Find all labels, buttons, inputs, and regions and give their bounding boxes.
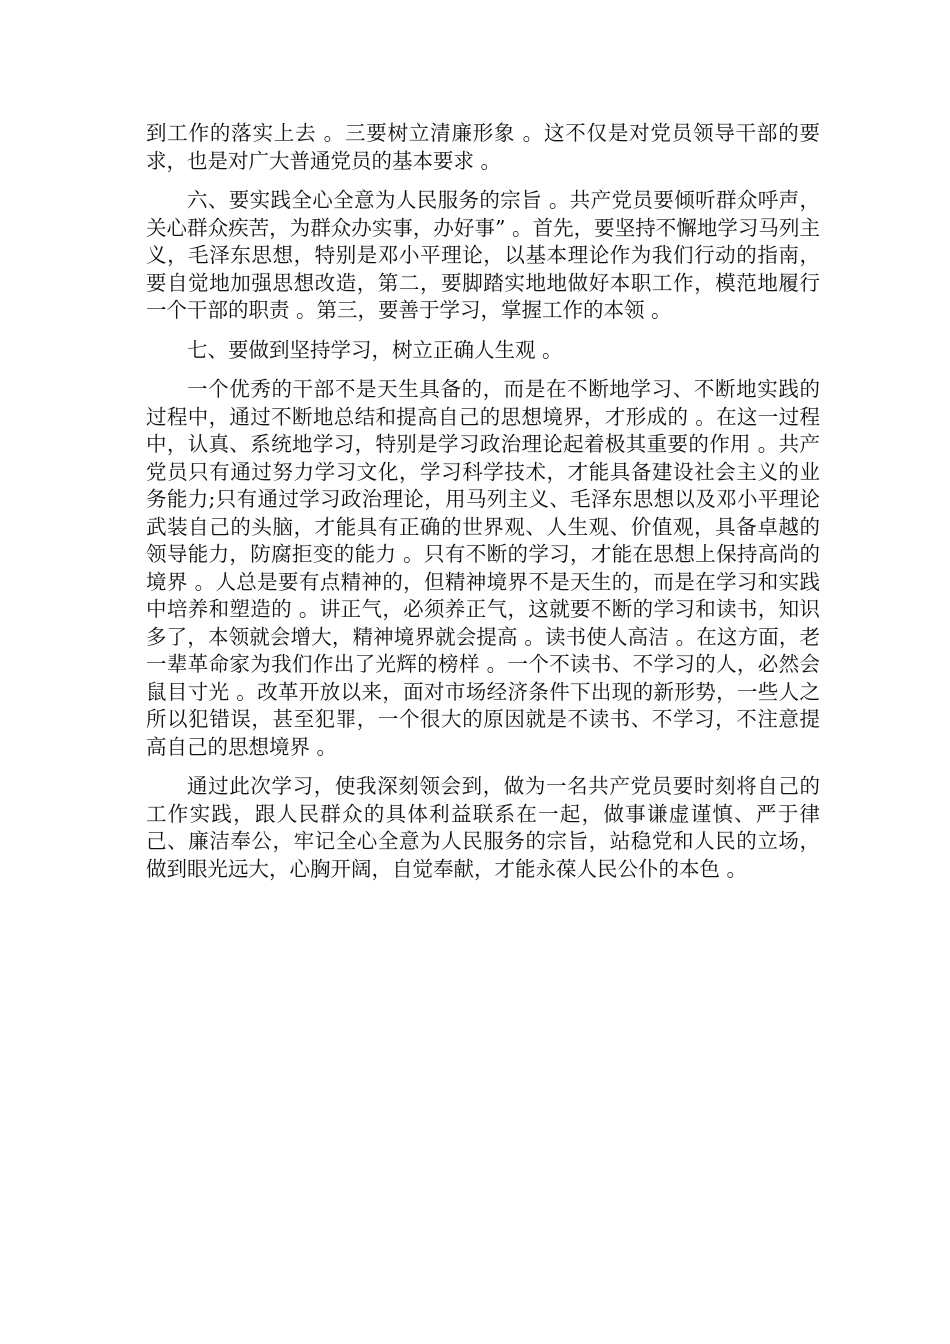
document-body [146, 120, 820, 895]
paragraph-section-seven-heading: 七、要做到坚持学习，树立正确人生观 。 [187, 337, 563, 362]
paragraph-continued: 到工作的落实上去 。三要树立清廉形象 。这不仅是对党员领导干部的要求，也是对广大普通党员的基本要求 。 [146, 121, 820, 173]
paragraph-learning-importance: 一个优秀的干部不是天生具备的，而是在不断地学习、不断地实践的过程中，通过不断地总结和提高自己的思想境界，才形成的 。在这一过程中，认真、系统地学习，特别是学习政治理论起着极其重要的作用 。共产党员只有通过努力学习文化，学习科学技术，才能具备建设社会主义的业务能力;只有通过学习政治理论，用马列主义、毛泽东思想以及邓小平理论武装自己的头脑，才能具有正确的世界观、人生观、价值观，具备卓越的领导能力，防腐拒变的能力 。只有不断的学习，才能在思想上保持高尚的境界 。人总是要有点精神的，但精神境界不是天生的，而是在学习和实践中培养和塑造的 。讲正气，必须养正气，这就要不断的学习和读书，知识多了，本领就会增大，精神境界就会提高 。读书使人高洁 。在这方面，老一辈革命家为我们作出了光辉的榜样 。一个不读书、不学习的人，必然会鼠目寸光 。改革开放以来，面对市场经济条件下出现的新形势，一些人之所以犯错误，甚至犯罪，一个很大的原因就是不读书、不学习，不注意提高自己的思想境界 。 [146, 377, 820, 759]
paragraph-conclusion: 通过此次学习，使我深刻领会到，做为一名共产党员要时刻将自己的工作实践，跟人民群众的具体利益联系在一起，做事谦虚谨慎、严于律己、廉洁奉公，牢记全心全意为人民服务的宗旨，站稳党和人民的立场，做到眼光远大，心胸开阔，自觉奉献，才能永葆人民公仆的本色 。 [146, 774, 820, 881]
paragraph-section-six: 六、要实践全心全意为人民服务的宗旨 。共产党员要倾听群众呼声，关心群众疾苦，为群众办实事，办好事” 。首先，要坚持不懈地学习马列主义，毛泽东思想，特别是邓小平理论，以基本理论作为我们行动的指南，要自觉地加强思想改造，第二，要脚踏实地地做好本职工作，模范地履行一个干部的职责 。第三，要善于学习，掌握工作的本领 。 [146, 188, 820, 322]
